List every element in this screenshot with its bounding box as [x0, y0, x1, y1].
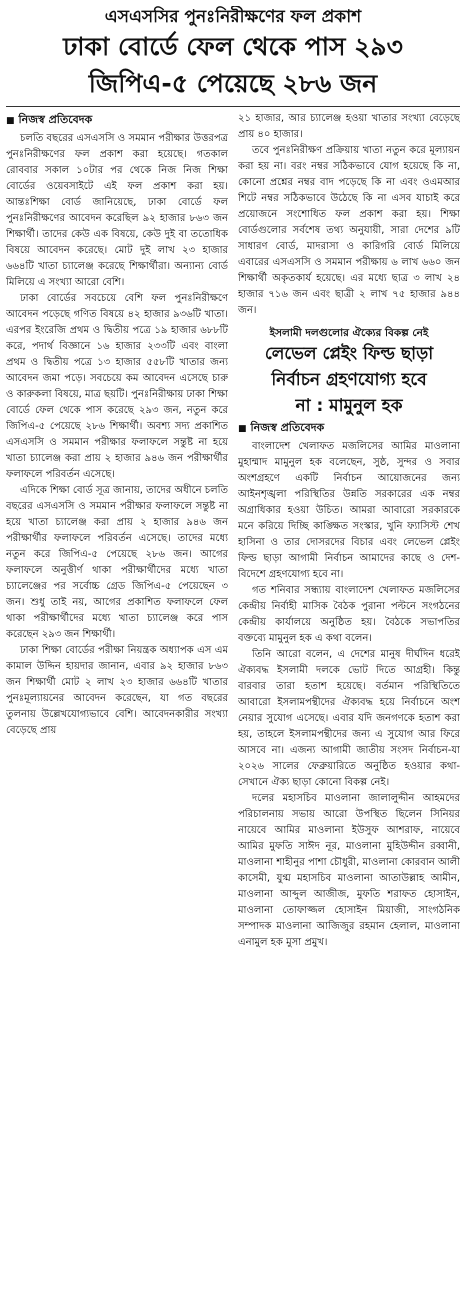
article-paragraph-continued: ২১ হাজার, আর চ্যালেঞ্জ হওয়া খাতার সংখ্যা বেড়েছে প্রায় ৪০ হাজার। — [238, 113, 460, 140]
article-paragraph: দলের মহাসচিব মাওলানা জালালুদ্দীন আহমদের পরিচালনায় সভায় আরো উপস্থিত ছিলেন সিনিয়র নায়েবে আমির মাওলানা ইউসুফ আশরাফ, নায়েবে আমির মুফতি সাঈদ নূর, মাওলানা মুহিউদ্দীন রব্বানী, মাওলানা শাহীনুর পাশা চৌধুরী, মাওলানা কোরবান আলী কাসেমী, যুগ্ম মহাসচিব মাওলানা আতাউল্লাহ আমীন, মাওলানা আব্দুল আজীজ, মুফতি শরাফত হোসাইন, মাওলানা তোফাজ্জল হোসাইন মিয়াজী, সাংগঠনিক সম্পাদক মাওলানা আজিজুর রহমান হেলাল, মাওলানা এনামুল হক মুসা প্রমুখ। — [238, 793, 460, 948]
bullet-icon: ■ — [238, 424, 247, 434]
article-columns — [6, 111, 460, 1269]
article-paragraph: তিনি আরো বলেন, এ দেশের মানুষ দীর্ঘদিন ধরেই ঐক্যবদ্ধ ইসলামী দলকে ভোট দিতে আগ্রহী। কিন্তু বারবার তারা হতাশ হয়েছে। বর্তমান পরিস্থিতিতে আবারো ইসলামপন্থীদের ঐক্যবদ্ধ হয়ে নির্বাচনে অংশ নেয়ার সুযোগ এসেছে। এবার যদি জনগণকে হতাশ করা হয়, তাহলে ইসলামপন্থীদের জন্য এ সুযোগ আর ফিরে আসবে না। এজন্য আগামী জাতীয় সংসদ নির্বাচন-যা ২০২৬ সালের ফেব্রুয়ারিতে অনুষ্ঠিত হওয়ার কথা-সেখানে ঐক্য ছাড়া কোনো বিকল্প নেই। — [238, 649, 460, 788]
article-paragraph: ঢাকা শিক্ষা বোর্ডের পরীক্ষা নিয়ন্ত্রক অধ্যাপক এস এম কামাল উদ্দিন হায়দার জানান, এবার ৯২ হাজার ৮৬৩ জন শিক্ষার্থী মোট ২ লাখ ২৩ হাজার ৬৬৪টি খাতার পুনঃমূল্যায়নের আবেদন করেছেন, যা গত বছরের তুলনায় উল্লেখযোগ্যভাবে বেশি। আবেদনকারীর সংখ্যা বেড়েছে প্রায় — [6, 645, 228, 736]
byline-text: নিজস্ব প্রতিবেদক — [250, 421, 325, 434]
story-kicker: ইসলামী দলগুলোর ঐক্যের বিকল্প নেই — [269, 327, 429, 339]
bullet-icon: ■ — [6, 116, 15, 126]
article-paragraph: গত শনিবার সন্ধ্যায় বাংলাদেশ খেলাফত মজলিসের কেন্দ্রীয় নির্বাহী মাসিক বৈঠক পুরানা পল্টনে সংগঠনের কেন্দ্রীয় কার্যালয়ে অনুষ্ঠিত হয়। বৈঠকে সভাপতির বক্তব্যে মামুনুল হক এ কথা বলেন। — [238, 585, 460, 644]
story-headline-line-1: ঢাকা বোর্ডে ফেল থেকে পাস ২৯৩ — [63, 32, 403, 61]
story-headline-line-2: নির্বাচন গ্রহণযোগ্য হবে — [271, 370, 427, 390]
byline — [6, 112, 228, 129]
article-paragraph: বাংলাদেশ খেলাফত মজলিসের আমির মাওলানা মুহাম্মাদ মামুনুল হক বলেছেন, সুষ্ঠ, সুন্দর ও সবার অংশগ্রহণে একটি নির্বাচন আয়োজনের জন্য আইনশৃঙ্খলা পরিস্থিতির উন্নতি সরকারের এক নম্বর অগ্রাধিকার হওয়া উচিত। আমরা আবারো সরকারকে মনে করিয়ে দিচ্ছি কাঙ্ক্ষিত সংস্কার, খুনি ফ্যাসিস্ট শেখ হাসিনা ও তার দোসরদের বিচার এবং লেভেল প্লেইং ফিল্ড ছাড়া আগামী নির্বাচন আমাদের কাছে ও দেশ-বিদেশে গ্রহণযোগ্য হবে না। — [238, 441, 460, 580]
story-headline-line-3: না : মামুনুল হক — [295, 396, 403, 416]
right-column — [238, 111, 460, 1261]
article-paragraph: তবে পুনঃনিরীক্ষণ প্রক্রিয়ায় খাতা নতুন করে মূল্যায়ন করা হয় না। বরং নম্বর সঠিকভাবে যোগ হয়েছে কি না, কোনো প্রশ্নের নম্বর বাদ পড়েছে কি না এবং ওএমআর শিটে নম্বর সঠিকভাবে উঠেছে কি না এসব যাচাই করে প্রয়োজনে সংশোধিত ফল প্রকাশ করা হয়। শিক্ষা বোর্ডগুলোর সর্বশেষ তথ্য অনুযায়ী, সারা দেশের ৯টি সাধারণ বোর্ড, মাদরাসা ও কারিগরি বোর্ড মিলিয়ে এবারের এসএসসি ও সমমান পরীক্ষায় ৬ লাখ ৬৬০ জন শিক্ষার্থী অকৃতকার্য হয়েছে। এর মধ্যে ছাত্র ৩ লাখ ২৪ হাজার ৭১৬ জন এবং ছাত্রী ২ লাখ ৭৫ হাজার ৯৪৪ জন। — [238, 145, 460, 316]
story-headline-line-2: জিপিএ-৫ পেয়েছে ২৮৬ জন — [88, 69, 378, 98]
byline-text: নিজস্ব প্রতিবেদক — [18, 113, 93, 126]
article-paragraph: চলতি বছরের এসএসসি ও সমমান পরীক্ষার উত্তরপত্র পুনঃনিরীক্ষণের ফল প্রকাশ করা হয়েছে। গতকাল রোববার সকাল ১০টার পর থেকে নিজ নিজ শিক্ষা বোর্ডের ওয়েবসাইটে এই ফল প্রকাশ করা হয়। আন্তঃশিক্ষা বোর্ড জানিয়েছে, ঢাকা বোর্ডে ফল পুনঃনিরীক্ষণের আবেদন করেছিল ৯২ হাজার ৮৬৩ জন শিক্ষার্থী। তাদের কেউ এক বিষয়ে, কেউ দুই বা ততোধিক বিষয়ে আবেদন করেছে। মোট দুই লাখ ২৩ হাজার ৬৬৪টি খাতা চ্যালেঞ্জ করেছে শিক্ষার্থীরা। অন্যান্য বোর্ড মিলিয়ে এ সংখ্যা আরো বেশি। — [6, 133, 228, 288]
header-divider — [6, 106, 460, 107]
story-kicker: এসএসসির পুনঃনিরীক্ষণের ফল প্রকাশ — [104, 7, 362, 27]
byline — [238, 420, 460, 437]
story-headline-line-1: লেভেল প্লেইং ফিল্ড ছাড়া — [264, 344, 434, 364]
article-paragraph: এদিকে শিক্ষা বোর্ড সূত্র জানায়, তাদের অধীনে চলতি বছরের এসএসসি ও সমমান পরীক্ষার ফলাফলে সন্তুষ্ট না হয়ে খাতা চ্যালেঞ্জ করা প্রায় ২ হাজার ৯৪৬ জন পরীক্ষার্থীর ফলাফলে পরিবর্তন এসেছে। তাদের মধ্যে নতুন করে জিপিএ-৫ পেয়েছে ২৮৬ জন। আগের ফলাফলে অনুত্তীর্ণ থাকা পরীক্ষার্থীদের মধ্যে খাতা চ্যালেঞ্জের পর সর্বোচ্চ গ্রেড জিপিএ-৫ পেয়েছেন ৩ জন। শুধু তাই নয়, আগের প্রকাশিত ফলাফলে ফেল থাকা পরীক্ষার্থীদের মধ্যে খাতা চ্যালেঞ্জ করে পাস করেছেন ২৯৩ জন শিক্ষার্থী। — [6, 485, 228, 640]
article-paragraph: ঢাকা বোর্ডের সবচেয়ে বেশি ফল পুনঃনিরীক্ষণে আবেদন পড়েছে গণিত বিষয়ে ৪২ হাজার ৯৩৬টি খাতা। এরপর ইংরেজি প্রথম ও দ্বিতীয় পত্রে ১৯ হাজার ৬৮৮টি করে, পদার্থ বিজ্ঞানে ১৬ হাজার ২৩৩টি এবং বাংলা প্রথম ও দ্বিতীয় পত্রে ১৩ হাজার ৫৫৮টি খাতার জন্য আবেদন জমা পড়ে। সবচেয়ে কম আবেদন এসেছে চারু ও কারুকলা বিষয়ে, মাত্র ছয়টি। পুনঃনিরীক্ষায় ঢাকা শিক্ষা বোর্ডে ফেল থেকে পাস করেছে ২৯৩ জন, নতুন করে জিপিএ-৫ পেয়েছে ২৮৬ শিক্ষার্থী। অবশ্য সদ্য প্রকাশিত এসএসসি ও সমমান পরীক্ষার ফলাফলে সন্তুষ্ট না হয়ে খাতা চ্যালেঞ্জ করা প্রায় ২ হাজার ৯৪৬ জন পরীক্ষার্থীর ফলাফলে পরিবর্তন এসেছে। — [6, 293, 228, 480]
story-header-ssc — [6, 6, 460, 102]
left-column — [6, 111, 228, 1269]
